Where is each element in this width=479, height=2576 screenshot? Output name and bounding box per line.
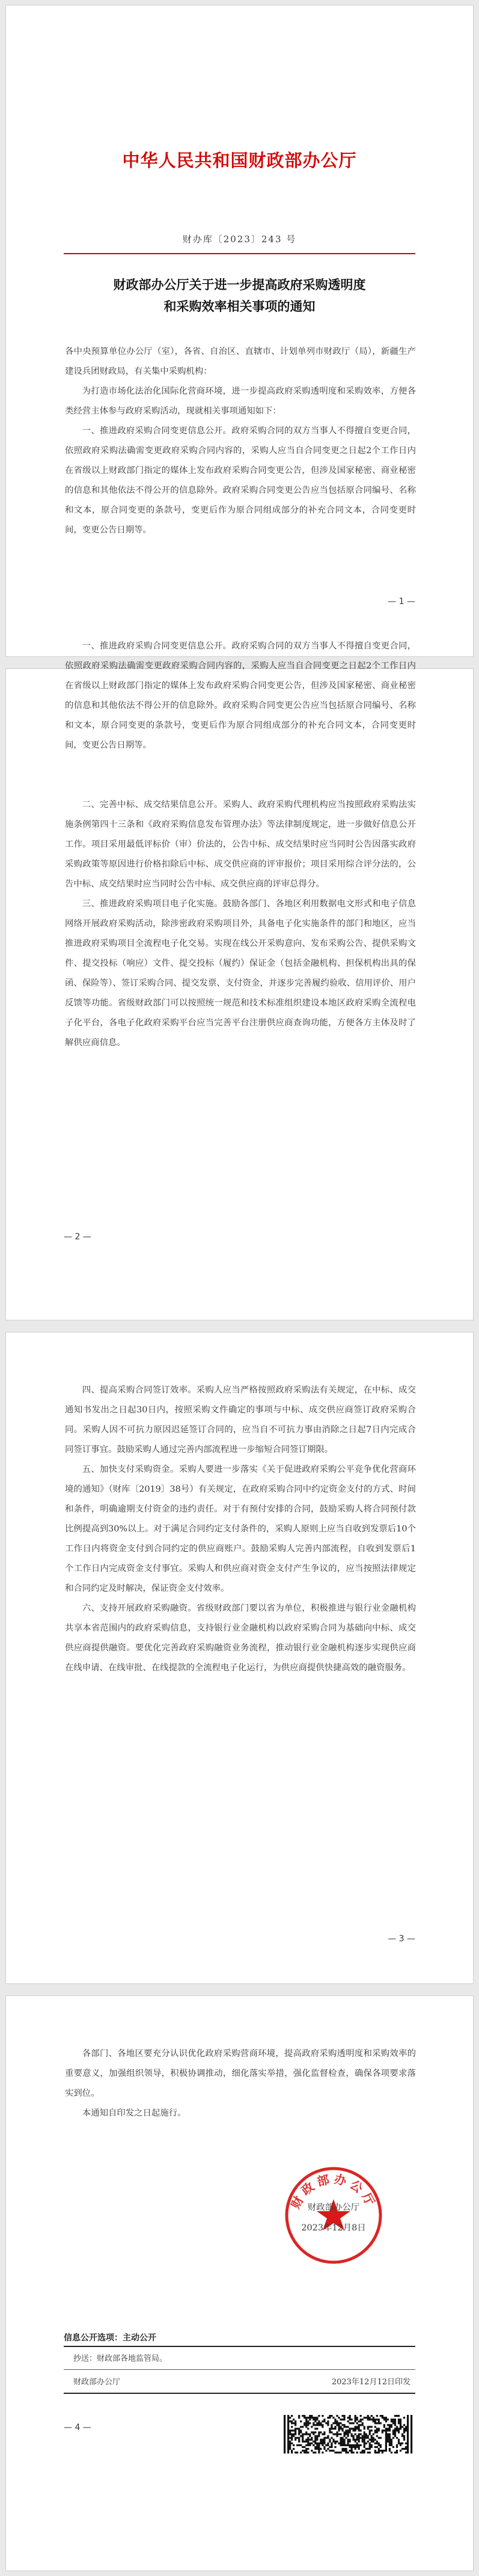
page-1 [5, 5, 474, 657]
page-number: — 2 — [64, 1232, 91, 1242]
page-4 [5, 1995, 474, 2571]
title-line-1: 财政部办公厅关于进一步提高政府采购透明度 [113, 277, 366, 292]
barcode-icon [284, 2415, 412, 2453]
svg-text:财政部办公厅: 财政部办公厅 [288, 2172, 379, 2211]
page-3 [5, 1332, 474, 1984]
item-2-paragraph: 二、完善中标、成交结果信息公开。采购人、政府采购代理机构应当按照政府采购法实施条例第四十三条和《政府采购信息发布管理办法》等法律制度规定，进一步做好信息公开工作。项目采用最低评标价（审）价法的，公告中标、成交结果时应当同时公告因落实政府采购政策等原因进行价格扣除后中标、成交供应商的评审报价；项目采用综合评分法的，公告中标、成交结果时应当同时公告中标、成交供应商的评审总得分。 [65, 800, 416, 889]
cc-line: 抄送：财政部各地监管局。 [73, 2354, 168, 2363]
item-6-paragraph: 六、支持开展政府采购融资。省级财政部门要以省为单位，积极推进与银行业金融机构共享本省范围内的政府采购信息，支持银行业金融机构以政府采购合同为基础向中标、成交供应商提供融资。要优化完善政府采购融资业务流程，推动银行业金融机构逐步实现供应商在线申请、在线审批、在线提款的全流程电子化运行，为供应商提供快捷高效的融资服务。 [65, 1604, 416, 1673]
page-number: — 3 — [388, 1934, 415, 1944]
rule-middle [64, 2369, 415, 2370]
page-3-body [65, 1381, 416, 1678]
intro-paragraph: 为打造市场化法治化国际化营商环境，进一步提高政府采购透明度和采购效率，方便各类经营主体参与政府采购活动，现就相关事项通知如下： [65, 386, 416, 416]
page-number: — 4 — [64, 2423, 91, 2432]
rule-top [64, 2346, 415, 2347]
effective-statement: 本通知自印发之日起施行。 [82, 2108, 186, 2118]
item-3-paragraph: 三、推进政府采购项目电子化实施。鼓励各部门、各地区利用数据电文形式和电子信息网络开展政府采购活动，除涉密政府采购项目外，具备电子化实施条件的部门和地区，应当推进政府采购项目全流程电子化交易。实现在线公开采购意向、发布采购公告、提供采购文件、提交投标（响应）文件、提交投标（履约）保证金（包括金融机构、担保机构出具的保函、保险等）、签订采购合同、提交发票、支付资金，并逐步完善履约验收、信用评价、用户反馈等功能。省级财政部门可以按照统一规范和技术标准组织建设本地区政府采购全流程电子化平台，各电子化政府采购平台应当完善平台注册供应商查询功能，方便各方主体及时了解供应商信息。 [65, 899, 416, 1048]
header-red-line [64, 253, 415, 254]
document-title [6, 274, 473, 317]
page-2-body [65, 641, 416, 1053]
issuer: 财政部办公厅 [73, 2378, 121, 2387]
issue-date: 2023年12月12日印发 [331, 2378, 410, 2387]
document-number: 财办库〔2023〕243 号 [182, 234, 297, 245]
signer-name: 财政部办公厅 [307, 2203, 360, 2212]
title-line-2: 和采购效率相关事项的通知 [163, 299, 316, 314]
sign-date: 2023年12月8日 [301, 2223, 366, 2233]
rule-bottom [64, 2393, 415, 2394]
item-1-paragraph: 一、推进政府采购合同变更信息公开。政府采购合同的双方当事人不得擅自变更合同，依照政府采购法确需变更政府采购合同内容的，采购人应当自合同变更之日起2个工作日内在省级以上财政部门指定的媒体上发布政府采购合同变更公告，但涉及国家秘密、商业秘密的信息和其他依法不得公开的信息除外。政府采购合同变更公告应当包括原合同编号、名称和文本，原合同变更的条款号，变更后作为原合同组成部分的补充合同文本，合同变更时间，变更公告日期等。 [65, 426, 416, 535]
item-1-overflow: 一、推进政府采购合同变更信息公开。政府采购合同的双方当事人不得擅自变更合同，依照政府采购法确需变更政府采购合同内容的，采购人应当自合同变更之日起2个工作日内在省级以上财政部门指定的媒体上发布政府采购合同变更公告，但涉及国家秘密、商业秘密的信息和其他依法不得公开的信息除外。政府采购合同变更公告应当包括原合同编号、名称和文本，原合同变更的条款号，变更后作为原合同组成部分的补充合同文本，合同变更时间，变更公告日期等。 [65, 641, 416, 750]
item-4-paragraph: 四、提高采购合同签订效率。采购人应当严格按照政府采购法有关规定，在中标、成交通知书发出之日起30日内，按照采购文件确定的事项与中标、成交供应商签订政府采购合同。采购人因不可抗力原因迟延签订合同的，应当自不可抗力事由消除之日起7日内完成合同签订事宜。鼓励采购人通过完善内部流程进一步缩短合同签订期限。 [65, 1385, 416, 1454]
page-4-body [65, 2044, 416, 2123]
info-public-option: 信息公开选项：主动公开 [64, 2333, 156, 2343]
item-5-paragraph: 五、加快支付采购资金。采购人要进一步落实《关于促进政府采购公平竞争优化营商环境的通知》（财库〔2019〕38号）有关规定，在政府采购合同中约定资金支付的方式、时间和条件，明确逾期支付资金的违约责任。对于有预付安排的合同，鼓励采购人将合同预付款比例提高到30%以上。对于满足合同约定支付条件的，采购人原则上应当自收到发票后10个工作日内将资金支付到合同约定的供应商账户。鼓励采购人完善内部流程，自收到发票后1个工作日内完成资金支付事宜。采购人和供应商对资金支付产生争议的，应当按照法律规定和合同约定及时解决，保证资金支付效率。 [65, 1465, 416, 1593]
closing-paragraph: 各部门、各地区要充分认识优化政府采购营商环境，提高政府采购透明度和采购效率的重要意义，加强组织领导，积极协调推动，细化落实举措，强化监督检查，确保各项要求落实到位。 [65, 2049, 416, 2098]
page-number: — 1 — [388, 597, 415, 606]
page-2 [5, 641, 474, 1320]
item-1-continued [65, 641, 416, 795]
document-header: 中华人民共和国财政部办公厅 [122, 150, 357, 171]
page-1-body [65, 342, 416, 535]
signature-block [267, 2197, 400, 2238]
addressee: 各中央预算单位办公厅（室），各省、自治区、直辖市、计划单列市财政厅（局），新疆生产建设兵团财政局，有关集中采购机构： [65, 347, 416, 376]
